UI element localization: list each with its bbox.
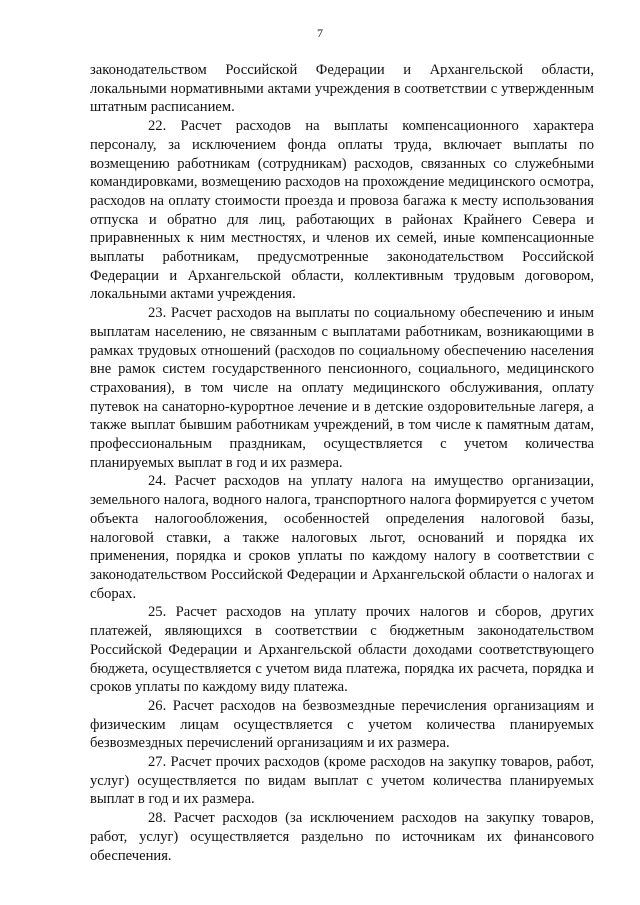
paragraph-27: 27. Расчет прочих расходов (кроме расходов на закупку товаров, работ, услуг) осуществляется по видам выплат с учетом количества планируемых выплат в год и их размера. <box>90 754 594 808</box>
paragraph-28: 28. Расчет расходов (за исключением расходов на закупку товаров, работ, услуг) осуществляется раздельно по источникам их финансового обеспечения. <box>90 810 594 864</box>
paragraph-22: 22. Расчет расходов на выплаты компенсационного характера персоналу, за исключением фонда оплаты труда, включает выплаты по возмещению работникам (сотрудникам) расходов, связанных со служебными командировками, возмещению расходов на прохождение медицинского осмотра, расходов на оплату стоимости проезда и провоза багажа к месту использования отпуска и обратно для лиц, работающих в районах Крайнего Севера и приравненных к ним местностях, и членов их семей, иные компенсационные выплаты работникам, предусмотренные законодательством Российской Федерации и Архангельской области, коллективным трудовым договором, локальными актами учреждения. <box>90 118 594 303</box>
paragraph-23: 23. Расчет расходов на выплаты по социальному обеспечению и иным выплатам населению, не связанным с выплатами работникам, возникающими в рамках трудовых отношений (расходов по социальному обеспечению населения вне рамок систем государственного пенсионного, социального, медицинского страхования), в том числе на оплату медицинского обслуживания, оплату путевок на санаторно-курортное лечение и в детские оздоровительные лагеря, а также выплат бывшим работникам учреждений, в том числе к памятным датам, профессиональным праздникам, осуществляется с учетом количества планируемых выплат в год и их размера. <box>90 305 594 471</box>
paragraph-26: 26. Расчет расходов на безвозмездные перечисления организациям и физическим лицам осуществляется с учетом количества планируемых безвозмездных перечислений организациям и их размера. <box>90 697 594 752</box>
page-number: 7 <box>317 26 323 40</box>
document-body <box>90 61 594 865</box>
paragraph-24: 24. Расчет расходов на уплату налога на имущество организации, земельного налога, водного налога, транспортного налога формируется с учетом объекта налогообложения, особенностей определения налоговой базы, налоговой ставки, а также налоговых льгот, оснований и порядка их применения, порядка и сроков уплаты по каждому налогу в соответствии с законодательством Российской Федерации и Архангельской области о налогах и сборах. <box>90 473 594 602</box>
paragraph-continuation: законодательством Российской Федерации и Архангельской области, локальными нормативными актами учреждения в соответствии с утвержденным штатным расписанием. <box>90 62 594 116</box>
paragraph-25: 25. Расчет расходов на уплату прочих налогов и сборов, других платежей, являющихся в соответствии с бюджетным законодательством Российской Федерации и Архангельской области доходами соответствующего бюджета, осуществляется с учетом вида платежа, порядка их расчета, порядка и сроков уплаты по каждому виду платежа. <box>90 604 594 696</box>
